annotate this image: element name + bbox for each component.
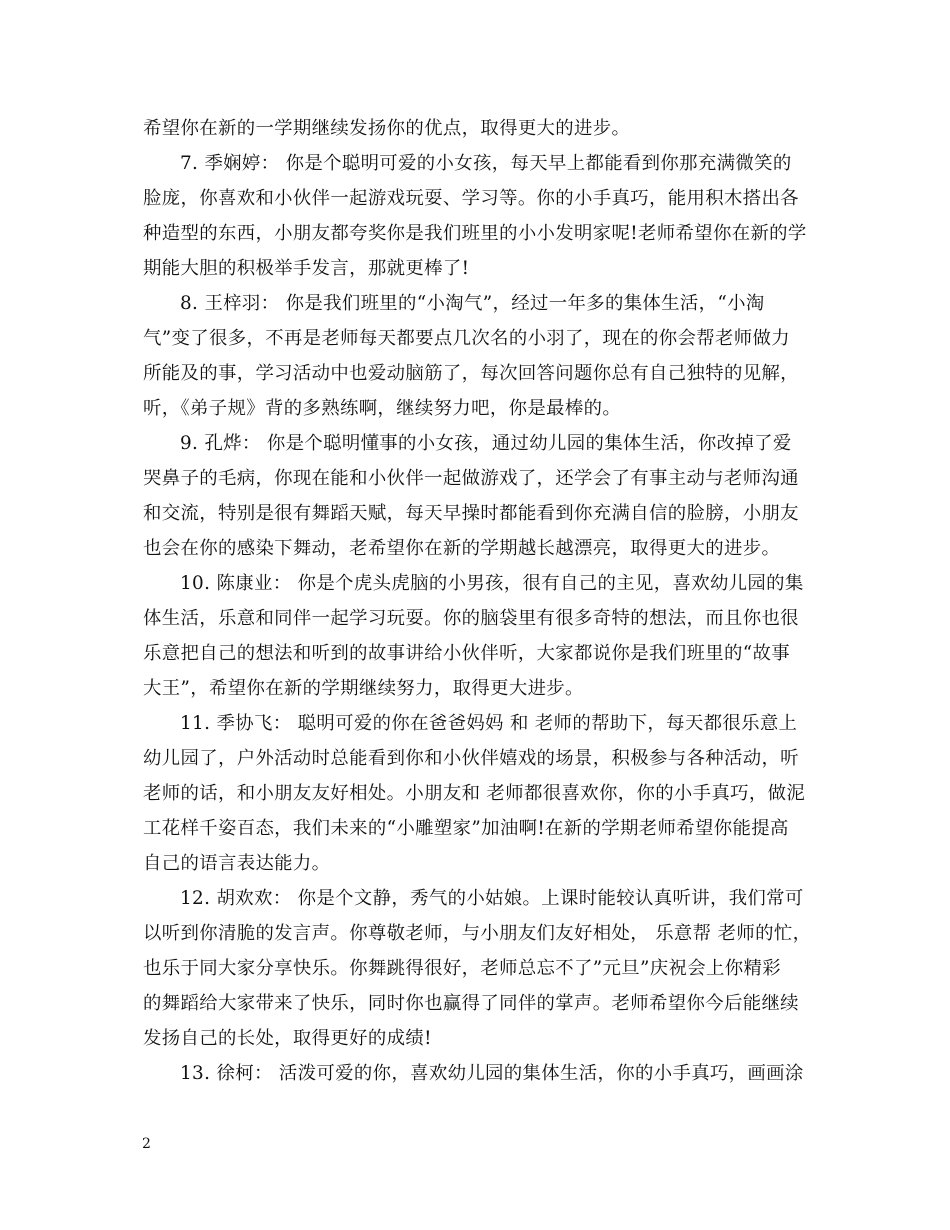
body-text-line: 希望你在新的一学期继续发扬你的优点，取得更大的进步。 [143,118,631,139]
body-text-line: 体生活，乐意和同伴一起学习玩耍。你的脑袋里有很多奇特的想法，而且你也很 [143,608,799,629]
body-text-line: 老师的话，和小朋友友好相处。小朋友和 老师都很喜欢你，你的小手真巧，做泥 [143,783,806,804]
paragraph-first-line: 11. 季协飞： 聪明可爱的你在爸爸妈妈 和 老师的帮助下，每天都很乐意上 [180,713,798,734]
paragraph-first-line: 8. 王梓羽： 你是我们班里的“小淘气”，经过一年多的集体生活，“小淘 [180,293,765,314]
paragraph-first-line: 7. 季娴婷： 你是个聪明可爱的小女孩，每天早上都能看到你那充满微笑的 [180,153,792,174]
body-text-line: 听，《弟子规》背的多熟练啊，继续努力吧，你是最棒的。 [143,398,622,419]
body-text-line: 工花样千姿百态，我们未来的“小雕塑家”加油啊!在新的学期老师希望你能提高 [143,818,789,839]
paragraph-first-line: 9. 孔烨： 你是个聪明懂事的小女孩，通过幼儿园的集体生活，你改掉了爱 [180,433,792,454]
body-text-line: 以听到你清脆的发言声。你尊敬老师，与小朋友们友好相处， 乐意帮 老师的忙， [143,923,812,944]
body-text-line: 发扬自己的长处，取得更好的成绩! [143,1028,432,1049]
body-text-line: 气”变了很多，不再是老师每天都要点几次名的小羽了，现在的你会帮老师做力 [143,328,790,349]
body-text-line: 也乐于同大家分享快乐。你舞跳得很好，老师总忘不了”元旦”庆祝会上你精彩 [143,958,781,979]
body-text-line: 哭鼻子的毛病，你现在能和小伙伴一起做游戏了，还学会了有事主动与老师沟通 [143,468,799,489]
body-text-line: 脸庞，你喜欢和小伙伴一起游戏玩耍、学习等。你的小手真巧，能用积木搭出各 [143,188,799,209]
body-text-line: 大王”，希望你在新的学期继续努力，取得更大进步。 [143,678,584,699]
body-text-line: 期能大胆的积极举手发言，那就更棒了! [143,258,470,279]
paragraph-first-line: 12. 胡欢欢： 你是个文静，秀气的小姑娘。上课时能较认真听讲，我们常可 [180,888,804,909]
body-text-line: 的舞蹈给大家带来了快乐，同时你也赢得了同伴的掌声。老师希望你今后能继续 [143,993,799,1014]
page-number: 2 [142,1136,151,1152]
paragraph-first-line: 10. 陈康业： 你是个虎头虎脑的小男孩，很有自己的主见，喜欢幼儿园的集 [180,573,804,594]
body-text-line: 幼儿园了，户外活动时总能看到你和小伙伴嬉戏的场景，积极参与各种活动，听 [143,748,799,769]
body-text-line: 自己的语言表达能力。 [143,853,331,874]
body-text-line: 也会在你的感染下舞动，老希望你在新的学期越长越漂亮，取得更大的进步。 [143,538,781,559]
body-text-line: 所能及的事，学习活动中也爱动脑筋了，每次回答问题你总有自己独特的见解， [143,363,799,384]
body-text-line: 种造型的东西，小朋友都夸奖你是我们班里的小小发明家呢!老师希望你在新的学 [143,223,807,244]
body-text-line: 和交流，特别是很有舞蹈天赋，每天早操时都能看到你充满自信的脸膀，小朋友 [143,503,799,524]
paragraph-first-line: 13. 徐柯： 活泼可爱的你，喜欢幼儿园的集体生活，你的小手真巧，画画涂 [180,1063,804,1084]
body-text-line: 乐意把自己的想法和听到的故事讲给小伙伴听，大家都说你是我们班里的“故事 [143,643,790,664]
